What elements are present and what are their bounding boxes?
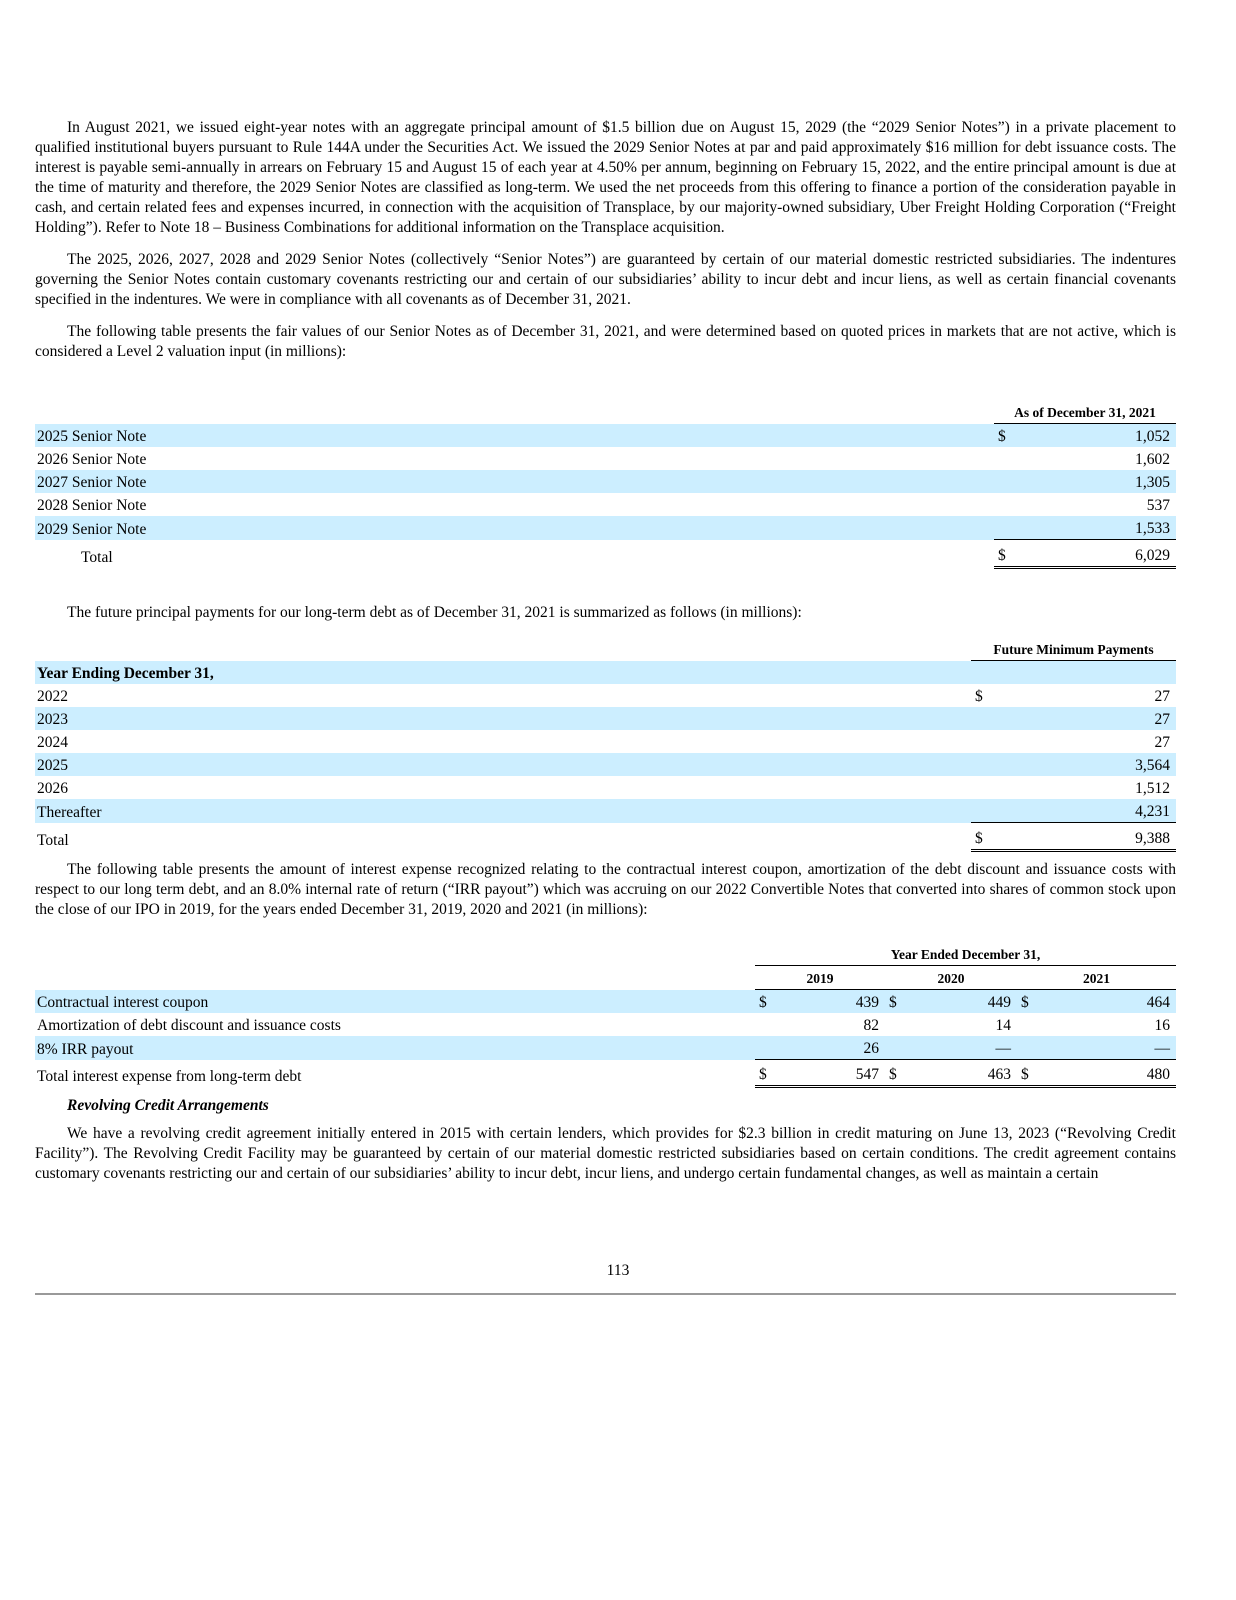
page-content (35, 118, 1176, 1184)
table-row: Thereafter 4,231 (35, 799, 1176, 823)
future-payments-header: Future Minimum Payments (971, 637, 1176, 661)
table-row: 2029 Senior Note 1,533 (35, 516, 1176, 540)
year-ended-header: Year Ended December 31, (755, 942, 1176, 966)
footer-divider (35, 1293, 1176, 1295)
year-2019-header: 2019 (755, 966, 885, 990)
table-row: 2024 27 (37, 734, 1170, 751)
future-payments-table (35, 637, 1176, 852)
table-row: 2026 1,512 (37, 780, 1170, 797)
paragraph-2029-senior-notes: In August 2021, we issued eight-year notes with an aggregate principal amount of $1.5 billion due on August 15, 2029 (the “2029 Senior Notes”) in a private placement to qualified institutional buyers pursuant to Rule 144A under the Securities Act. We issued the 2029 Senior Notes at par and paid approximately $16 million for debt issuance costs. The interest is payable semi-annually in arrears on February 15 and August 15 of each year at 4.50% per annum, beginning on February 15, 2022, and the entire principal amount is due at the time of maturity and therefore, the 2029 Senior Notes are classified as long-term. We used the net proceeds from this offering to finance a portion of the consideration payable in cash, and certain related fees and expenses incurred, in connection with the acquisition of Transplace, by our majority-owned subsidiary, Uber Freight Holding Corporation (“Freight Holding”). Refer to Note 18 – Business Combinations for additional information on the Transplace acquisition. (35, 119, 1176, 236)
total-row: Total interest expense from long-term debt $ 547 $ 463 $ 480 (35, 1060, 1176, 1087)
fair-value-table (35, 400, 1176, 569)
paragraph-interest-expense-intro: The following table presents the amount of interest expense recognized relating to the contractual interest coupon, amortization of the debt discount and issuance costs with respect to our long term debt, and an 8.0% internal rate of return (“IRR payout”) which was accruing on our 2022 Convertible Notes that converted into shares of common stock upon the close of our IPO in 2019, for the years ended December 31, 2019, 2020 and 2021 (in millions): (35, 861, 1176, 918)
paragraph-future-payments-intro: The future principal payments for our long-term debt as of December 31, 2021 is summarized as follows (in millions): (67, 604, 802, 621)
year-2021-header: 2021 (1017, 966, 1176, 990)
table-row: 2025 Senior Note $ 1,052 (35, 424, 1176, 448)
table-row: 2027 Senior Note 1,305 (35, 470, 1176, 493)
page-number: 113 (606, 1262, 630, 1279)
paragraph-fair-value-intro: The following table presents the fair values of our Senior Notes as of December 31, 2021, and were determined based on quoted prices in markets that are not active, which is considered a Level 2 valuation input (in millions): (35, 323, 1176, 360)
table-row: Contractual interest coupon $ 439 $ 449 $ 464 (35, 990, 1176, 1014)
table-row: 8% IRR payout 26 — — (35, 1036, 1176, 1060)
table-row: Amortization of debt discount and issuance costs 82 14 16 (37, 1017, 1170, 1034)
section-heading-revolving-credit: Revolving Credit Arrangements (67, 1097, 269, 1114)
interest-expense-table (35, 942, 1176, 1088)
table-row: 2026 Senior Note 1,602 (37, 451, 1170, 468)
year-2020-header: 2020 (885, 966, 1017, 990)
paragraph-senior-notes-guarantee: The 2025, 2026, 2027, 2028 and 2029 Senior Notes (collectively “Senior Notes”) are guaranteed by certain of our material domestic restricted subsidiaries. The indentures governing the Senior Notes contain customary covenants restricting our and certain of our subsidiaries’ ability to incur debt and incur liens, as well as certain financial covenants specified in the indentures. We were in compliance with all covenants as of December 31, 2021. (35, 251, 1176, 308)
year-ending-label: Year Ending December 31, (35, 661, 971, 685)
total-row: Total $ 6,029 (35, 540, 1176, 568)
table-row: 2028 Senior Note 537 (37, 497, 1170, 514)
paragraph-revolving-credit: We have a revolving credit agreement initially entered in 2015 with certain lenders, which provides for $2.3 billion in credit maturing on June 13, 2023 (“Revolving Credit Facility”). The Revolving Credit Facility may be guaranteed by certain of our material domestic restricted subsidiaries based on certain conditions. The credit agreement contains customary covenants restricting our and certain of our subsidiaries’ ability to incur debt, incur liens, and undergo certain fundamental changes, as well as maintain a certain (35, 1125, 1176, 1182)
table-row: 2025 3,564 (35, 753, 1176, 776)
table-row: 2022 $ 27 (37, 688, 1170, 705)
table-row: 2023 27 (35, 707, 1176, 730)
total-row: Total $ 9,388 (35, 823, 1176, 851)
table-row (35, 661, 1176, 685)
fair-value-header: As of December 31, 2021 (994, 400, 1176, 424)
